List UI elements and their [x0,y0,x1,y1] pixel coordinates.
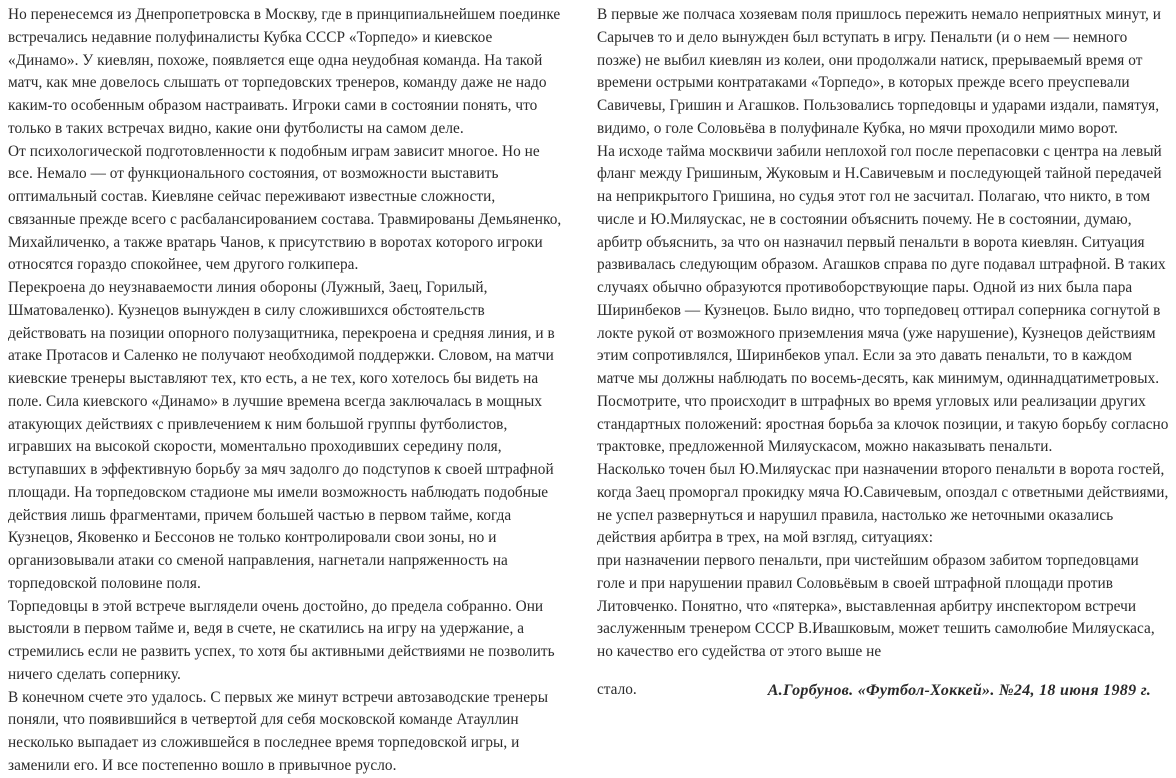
left-paragraph-5: В конечном счете это удалось. С первых же минут встречи автозаводские тренеры поняли, что появившийся в четвертой для себя московской команде Атауллин несколько выпадает из сложившейся в последнее время торпедовской игры, и заменили его. И все постепенно вошло в привычное русло. [8,688,549,774]
left-paragraph-3: Перекроена до неузнаваемости линия обороны (Лужный, Заец, Горилый, Шматоваленко). Кузнецов вынужден в силу сложившихся обстоятельств действовать на позиции опорного полузащитника, перекроена и средняя линия, и в атаке Протасов и Саленко не получают необходимой поддержки. Словом, на матчи киевские тренеры выставляют тех, кто есть, а не тех, кого хотелось бы видеть на поле. Сила киевского «Динамо» в лучшие времена всегда заключалась в мощных атакующих действиях с привлечением к ним большой группы футболистов, игравших на высокой скорости, моментально проходивших середину поля, вступавших в эффективную борьбу за мяч задолго до подступов к своей штрафной площади. На торпедовском стадионе мы имели возможность наблюдать подобные действия лишь фрагментами, причем большей частью в первом тайме, когда Кузнецов, Яковенко и Бессонов не только контролировали свои зоны, но и организовывали атаки со сменой направления, нагнетали напряженность на торпедовской половине поля. [8,279,555,592]
right-column [597,4,1169,664]
left-paragraph-4: Торпедовцы в этой встрече выглядели очень достойно, до предела собранно. Они выстояли в первом тайме и, ведя в счете, не скатились на игру на удержание, а стремились если не развить успех, то хотя бы активными действиями не позволить ничего сделать сопернику. [8,597,555,683]
right-paragraph-4: при назначении первого пенальти, при чистейшим образом забитом торпедовцами голе и при нарушении правил Соловьёвым в своей штрафной площади против Литовченко. Понятно, что «пятерка», выставленная арбитру инспектором встречи заслуженным тренером СССР В.Ивашковым, может тешить самолюбие Миляускаса, но качество его судейства от этого выше не [597,552,1155,660]
left-paragraph-1: Но перенесемся из Днепропетровска в Москву, где в принципиальнейшем поединке встречались недавние полуфиналисты Кубка СССР «Торпедо» и киевское «Динамо». У киевлян, похоже, появляется еще одна неудобная команда. На такой матч, как мне довелось слышать от торпедовских тренеров, команду даже не надо каким-то особенным образом настраивать. Игроки сами в состоянии понять, что только в таких встречах видно, какие они футболисты на самом деле. [8,6,561,137]
closing-word: стало. [597,681,637,698]
right-paragraph-1: В первые же полчаса хозяевам поля пришлось пережить немало неприятных минут, и Сарычев то и дело вынужден был вступать в игру. Пенальти (и о нем — немного позже) не выбил киевлян из колеи, они продолжали натиск, прерываемый время от времени острыми контратаками «Торпедо», в которых прежде всего преуспевали Савичевы, Гришин и Агашков. Пользовались торпедовцы и ударами издали, памятуя, видимо, о голе Соловьёва в полуфинале Кубка, но мячи проходили мимо ворот. [597,6,1162,137]
author-signature: А.Горбунов. «Футбол-Хоккей». №24, 18 июня 1989 г. [767,682,1151,699]
left-column [8,4,564,778]
left-paragraph-2: От психологической подготовленности к подобным играм зависит многое. Но не все. Немало — от функционального состояния, от возможности выставить оптимальный состав. Киевляне сейчас переживают известные сложности, связанные прежде всего с расбалансированием состава. Травмированы Демьяненко, Михайличенко, а также вратарь Чанов, к присутствию в воротах которого игроки относятся гораздо спокойнее, чем другого голкипера. [8,142,562,274]
right-paragraph-3: Насколько точен был Ю.Миляускас при назначении второго пенальти в ворота гостей, когда Заец проморгал прокидку мяча Ю.Савичевым, опоздал с ответными действиями, не успел развернуться и нарушил правила, настолько же неточными оказались действия арбитра в трех, на мой взгляд, ситуациях: [597,461,1169,547]
right-paragraph-2: На исходе тайма москвичи забили неплохой гол после перепасовки с центра на левый фланг между Гришиным, Жуковым и Н.Савичевым и последующей тайной передачей на неприкрытого Гришина, но судья этот гол не засчитал. Полагаю, что никто, в том числе и Ю.Миляускас, не в состоянии объяснить почему. Не в состоянии, думаю, арбитр объяснить, за что он назначил первый пенальти в ворота киевлян. Ситуация развивалась следующим образом. Агашков справа по дуге подавал штрафной. В таких случаях обычно образуются противоборствующие пары. Одной из них была пара Ширинбеков — Кузнецов. Было видно, что торпедовец оттирал соперника согнутой в локте рукой от возможного приземления мяча (уже нарушение), Кузнецов действиям этим сопротивлялся, Ширинбеков упал. Если за это давать пенальти, то в каждом матче мы должны наблюдать по восемь-десять, как минимум, одиннадцатиметровых. Посмотрите, что происходит в штрафных во время угловых или реализации других стандартных положений: яростная борьба за клочок позиции, и такую борьбу согласно трактовке, предложенной Миляускасом, можно наказывать пенальти. [597,142,1169,456]
